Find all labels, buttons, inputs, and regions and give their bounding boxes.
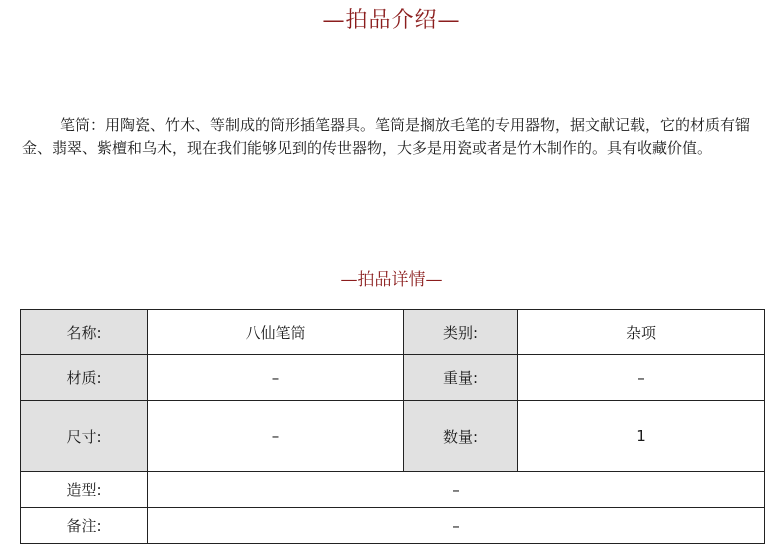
- size-label: 尺寸:: [21, 401, 148, 472]
- table-row: [21, 401, 765, 472]
- intro-paragraph: 笔筒：用陶瓷、竹木、等制成的筒形插笔器具。笔筒是搁放毛笔的专用器物，据文献记载，它的材质有镏金、翡翠、紫檀和乌木，现在我们能够见到的传世器物，大多是用瓷或者是竹木制作的。具有收藏价值。: [22, 116, 751, 157]
- weight-value: –: [518, 355, 765, 401]
- table-row: [21, 472, 765, 508]
- quantity-label: 数量:: [404, 401, 518, 472]
- name-value: 八仙笔筒: [148, 310, 404, 355]
- material-value: –: [148, 355, 404, 401]
- shape-value: –: [148, 472, 765, 508]
- category-value: 杂项: [518, 310, 765, 355]
- notes-value: –: [148, 508, 765, 544]
- table-row: [21, 508, 765, 544]
- name-label: 名称:: [21, 310, 148, 355]
- table-row: [21, 310, 765, 355]
- notes-label: 备注:: [21, 508, 148, 544]
- size-value: –: [148, 401, 404, 472]
- shape-label: 造型:: [21, 472, 148, 508]
- category-label: 类别:: [404, 310, 518, 355]
- intro-title: —拍品介绍—: [322, 8, 461, 33]
- material-label: 材质:: [21, 355, 148, 401]
- details-title: —拍品详情—: [340, 270, 443, 290]
- table-row: [21, 355, 765, 401]
- weight-label: 重量:: [404, 355, 518, 401]
- details-table: [20, 309, 765, 544]
- quantity-value: 1: [518, 401, 765, 472]
